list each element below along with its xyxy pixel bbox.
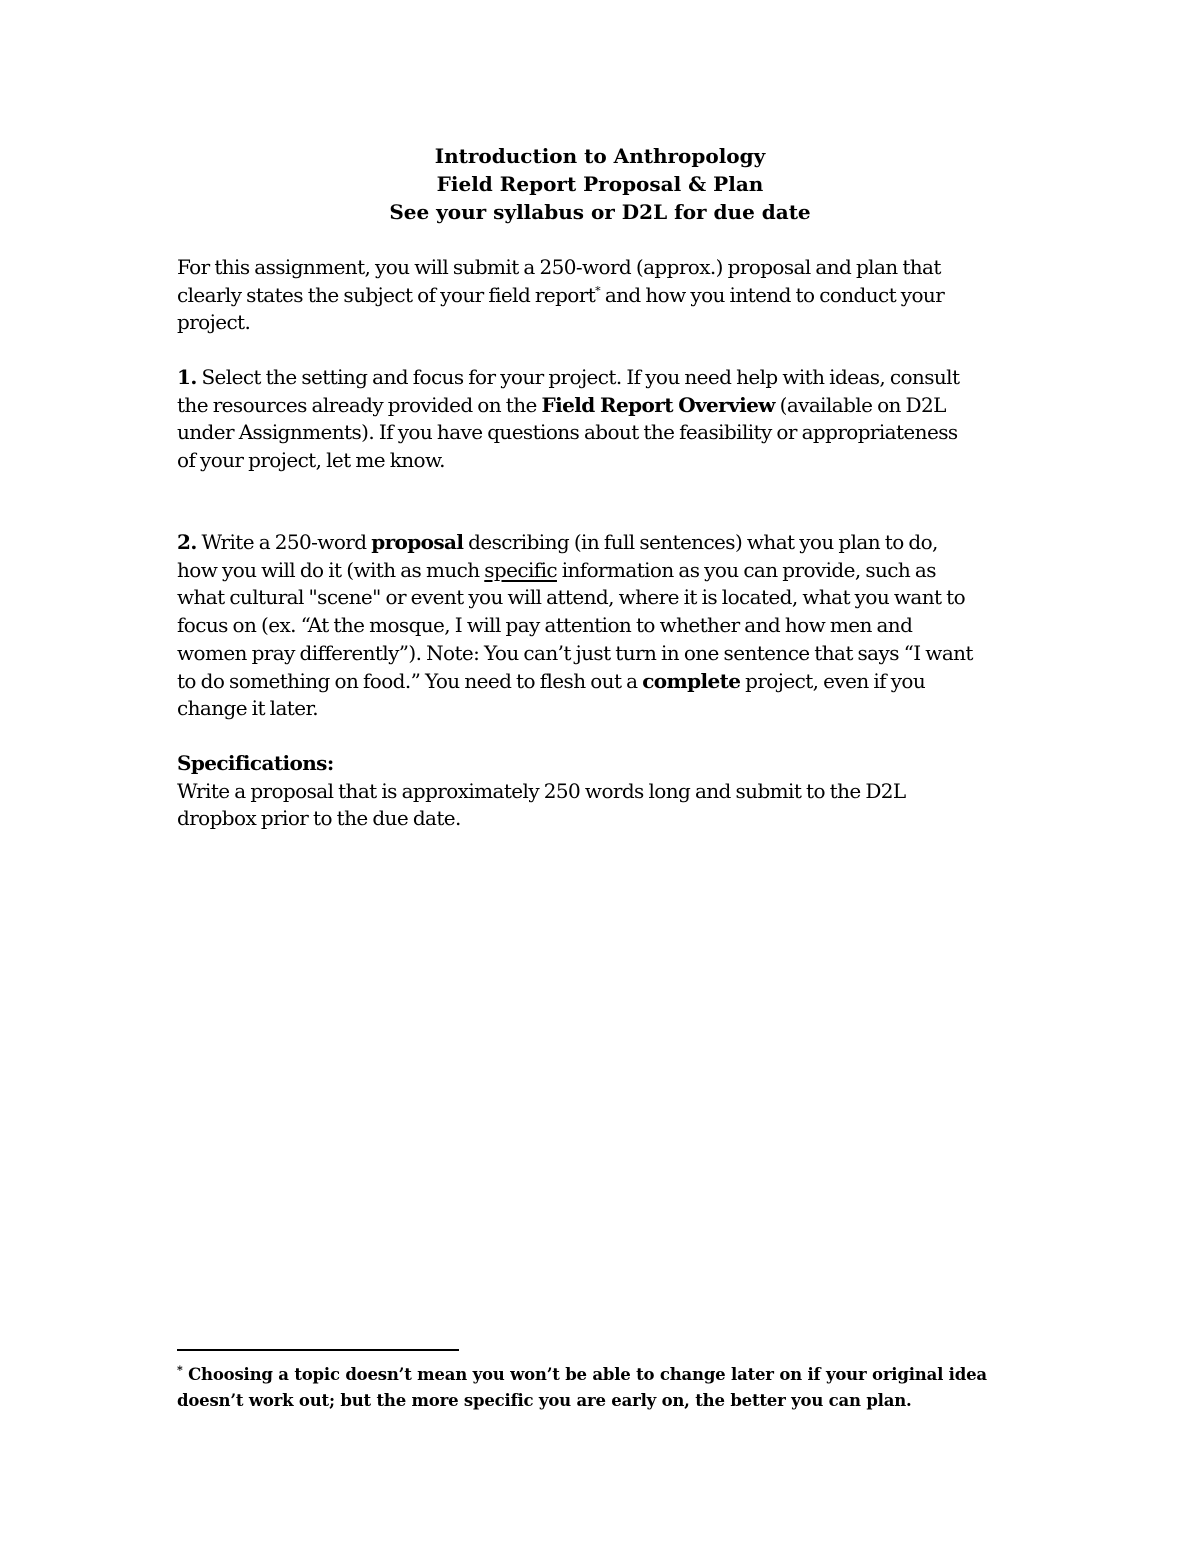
complete-emphasis: complete — [642, 668, 741, 693]
step-2-text: project, even if you — [740, 668, 926, 693]
course-title: Introduction to Anthropology — [434, 144, 766, 168]
intro-line: project. — [177, 310, 251, 335]
intro-line: For this assignment, you will submit a 250-word (approx.) proposal and plan that — [177, 255, 941, 279]
step-1-text: the resources already provided on the — [177, 392, 542, 417]
assignment-title: Field Report Proposal & Plan — [436, 172, 764, 196]
step-1-line: under Assignments). If you have questions about the feasibility or appropriateness — [177, 420, 958, 445]
step-1-line — [177, 364, 1037, 392]
specific-emphasis: specific — [484, 557, 557, 582]
intro-text: clearly states the subject of your field report — [177, 282, 596, 307]
proposal-emphasis: proposal — [371, 530, 464, 554]
step-2-text: describing (in full sentences) what you plan to do, — [463, 530, 938, 554]
footnote-text: Choosing a topic doesn’t mean you won’t be able to change later on if your original idea — [182, 1365, 987, 1384]
step-2-line: focus on (ex. “At the mosque, I will pay attention to whether and how men and — [177, 613, 913, 638]
footnote-marker: * — [177, 1363, 183, 1377]
intro-line — [177, 282, 1037, 310]
step-2-line — [177, 557, 1037, 585]
step-2-text: to do something on food.” You need to flesh out a — [177, 668, 643, 693]
footnote-line: doesn’t work out; but the more specific you are early on, the better you can plan. — [177, 1391, 912, 1410]
specifications-line: dropbox prior to the due date. — [177, 806, 461, 831]
due-date-note: See your syllabus or D2L for due date — [389, 200, 811, 224]
step-2-text: how you will do it (with as much — [177, 557, 485, 582]
intro-text: and how you intend to conduct your — [600, 282, 945, 307]
step-2-text: information as you can provide, such as — [556, 557, 936, 582]
footnote — [177, 1362, 1057, 1414]
specifications-heading: Specifications: — [177, 751, 334, 775]
step-2-number: 2. — [177, 530, 197, 554]
specifications-line: Write a proposal that is approximately 250 words long and submit to the D2L — [177, 778, 906, 803]
step-2-line: women pray differently”). Note: You can’t just turn in one sentence that says “I want — [177, 640, 973, 665]
step-1-number: 1. — [177, 365, 197, 389]
footnote-line — [177, 1362, 1057, 1388]
step-2-line: what cultural "scene" or event you will attend, where it is located, what you want to — [177, 585, 966, 610]
footnote-divider — [177, 1349, 459, 1351]
footnote-reference: * — [595, 284, 601, 298]
step-1-paragraph — [177, 364, 1037, 475]
step-2-line — [177, 529, 1037, 557]
step-1-line: of your project, let me know. — [177, 448, 445, 473]
step-2-text: Write a 250-word — [196, 530, 372, 554]
step-2-line — [177, 668, 1037, 696]
step-2-paragraph — [177, 529, 1037, 723]
step-2-line: change it later. — [177, 696, 318, 721]
step-1-line — [177, 392, 1037, 420]
document-header — [0, 142, 1200, 226]
step-1-text: (available on D2L — [774, 392, 946, 417]
step-1-text: Select the setting and focus for your project. If you need help with ideas, consult — [196, 365, 960, 389]
field-report-overview-ref: Field Report Overview — [541, 392, 775, 417]
intro-paragraph — [177, 254, 1037, 337]
specifications-section — [177, 750, 1037, 833]
